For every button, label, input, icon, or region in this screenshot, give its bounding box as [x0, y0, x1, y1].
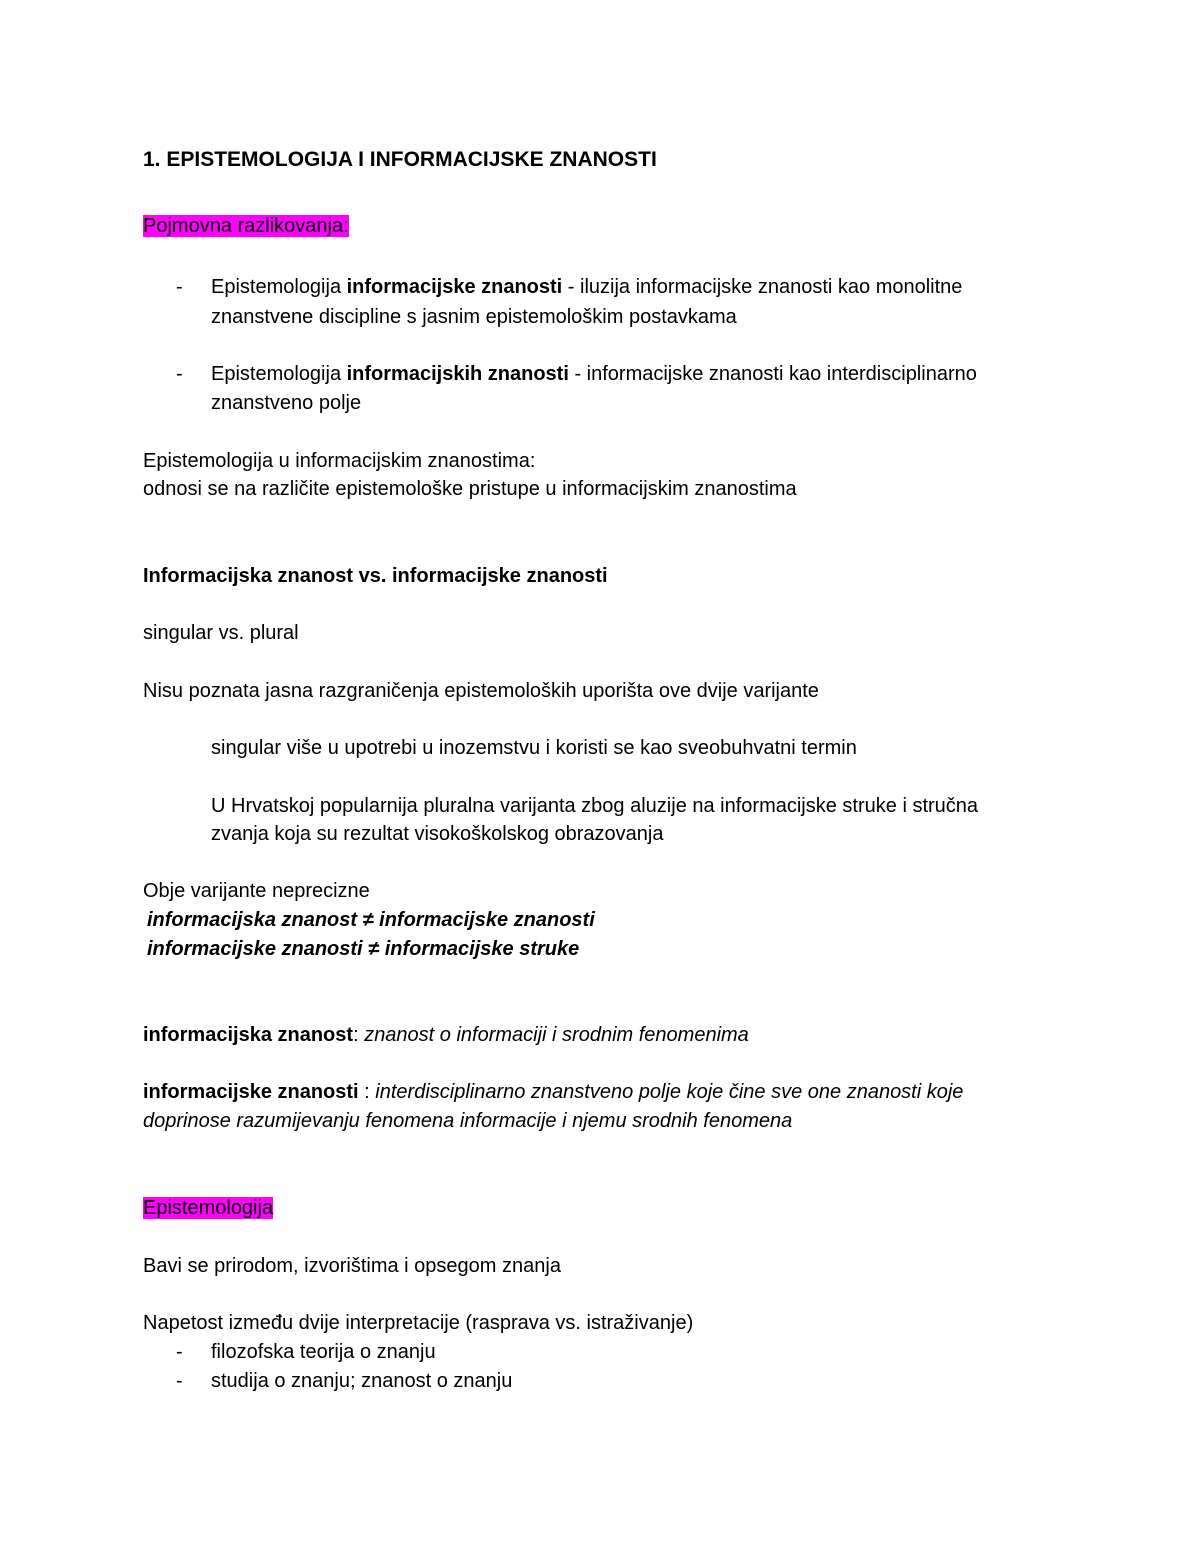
paragraph-line: Obje varijante neprecizne — [143, 880, 370, 902]
indented-line: zvanja koja su rezultat visokoškolskog obrazovanja — [211, 823, 664, 845]
paragraph-line: Bavi se prirodom, izvorištima i opsegom znanja — [143, 1255, 561, 1277]
definition-separator: : — [353, 1024, 365, 1046]
definition-text: interdisciplinarno znanstveno polje koje čine sve one znanosti koje — [375, 1081, 964, 1103]
page-title: 1. EPISTEMOLOGIJA I INFORMACIJSKE ZNANOSTI — [143, 148, 657, 171]
bullet-dash: - — [176, 1341, 183, 1363]
paragraph-line: Nisu poznata jasna razgraničenja epistemoloških uporišta ove dvije varijante — [143, 680, 819, 702]
definition-line — [143, 1078, 963, 1106]
bullet-dash: - — [176, 1370, 183, 1392]
section-heading-informacijska: Informacijska znanost vs. informacijske znanosti — [143, 565, 608, 587]
item-rest: - informacijske znanosti kao interdisciplinarno — [568, 363, 977, 385]
item-rest: - iluzija informacijske znanosti kao monolitne — [562, 276, 963, 298]
paragraph-line: Napetost između dvije interpretacije (rasprava vs. istraživanje) — [143, 1312, 694, 1334]
indented-line: U Hrvatskoj popularnija pluralna varijanta zbog aluzije na informacijske struke i stručna — [211, 795, 979, 817]
list-item-continuation: znanstveno polje — [211, 392, 362, 414]
item-prefix: Epistemologija — [211, 276, 347, 298]
item-prefix: Epistemologija — [211, 363, 347, 385]
item-bold-term: informacijskih znanosti — [346, 363, 569, 385]
section-heading-epistemologija — [143, 1194, 273, 1222]
section-heading-pojmovna — [143, 212, 349, 240]
definition-text: znanost o informaciji i srodnim fenomenima — [364, 1024, 749, 1046]
definition-term: informacijske znanosti — [143, 1081, 359, 1103]
highlighted-heading: Pojmovna razlikovanja: — [143, 215, 349, 237]
list-item: filozofska teorija o znanju — [211, 1341, 436, 1363]
list-item — [211, 273, 962, 301]
paragraph-line: Epistemologija u informacijskim znanostima: — [143, 450, 536, 472]
bullet-dash: - — [176, 276, 183, 298]
definition-term: informacijska znanost — [143, 1024, 354, 1046]
definition-continuation: doprinose razumijevanju fenomena informacije i njemu srodnih fenomena — [143, 1110, 793, 1132]
list-item-continuation: znanstvene discipline s jasnim epistemološkim postavkama — [211, 306, 737, 328]
list-item: studija o znanju; znanost o znanju — [211, 1370, 513, 1392]
bullet-dash: - — [176, 363, 183, 385]
inequality-line: informacijska znanost ≠ informacijske znanosti — [147, 909, 595, 931]
highlighted-heading: Epistemologija — [143, 1197, 274, 1219]
indented-line: singular više u upotrebi u inozemstvu i koristi se kao sveobuhvatni termin — [211, 737, 857, 759]
definition-separator: : — [358, 1081, 376, 1103]
paragraph-line: odnosi se na različite epistemološke pristupe u informacijskim znanostima — [143, 478, 797, 500]
inequality-line: informacijske znanosti ≠ informacijske struke — [147, 938, 580, 960]
list-item — [211, 360, 977, 388]
item-bold-term: informacijske znanosti — [346, 276, 563, 298]
definition-line — [143, 1021, 749, 1049]
paragraph-line: singular vs. plural — [143, 622, 299, 644]
